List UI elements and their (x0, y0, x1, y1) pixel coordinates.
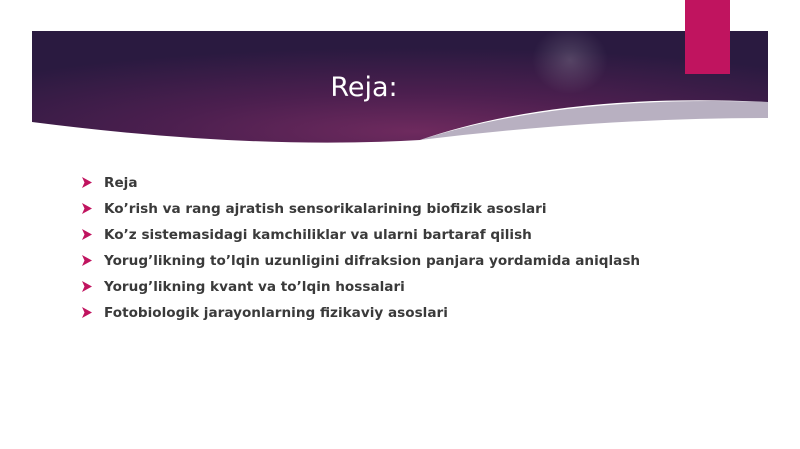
bullet-text: Ko’rish va rang ajratish sensorikalarining biofizik asoslari (104, 201, 547, 217)
triangle-arrow-icon (82, 203, 92, 214)
triangle-arrow-icon (82, 177, 92, 188)
triangle-arrow-icon (82, 229, 92, 240)
triangle-arrow-icon (82, 255, 92, 266)
list-item (82, 250, 640, 276)
list-item (82, 224, 640, 250)
list-item (82, 198, 640, 224)
bullet-text: Ko’z sistemasidagi kamchiliklar va ularni bartaraf qilish (104, 227, 532, 243)
accent-tab (685, 0, 730, 74)
bullet-text: Yorug’likning to’lqin uzunligini difraksion panjara yordamida aniqlash (104, 253, 641, 269)
triangle-arrow-icon (82, 307, 92, 318)
bullet-text: Fotobiologik jarayonlarning fizikaviy asoslari (104, 305, 448, 321)
bullet-text: Reja (104, 175, 138, 191)
list-item (82, 276, 640, 302)
bullet-list (82, 172, 640, 328)
bullet-text: Yorug’likning kvant va to’lqin hossalari (104, 279, 405, 295)
triangle-arrow-icon (82, 281, 92, 292)
list-item (82, 172, 640, 198)
list-item (82, 302, 640, 328)
slide-title: Reja: (330, 72, 398, 103)
